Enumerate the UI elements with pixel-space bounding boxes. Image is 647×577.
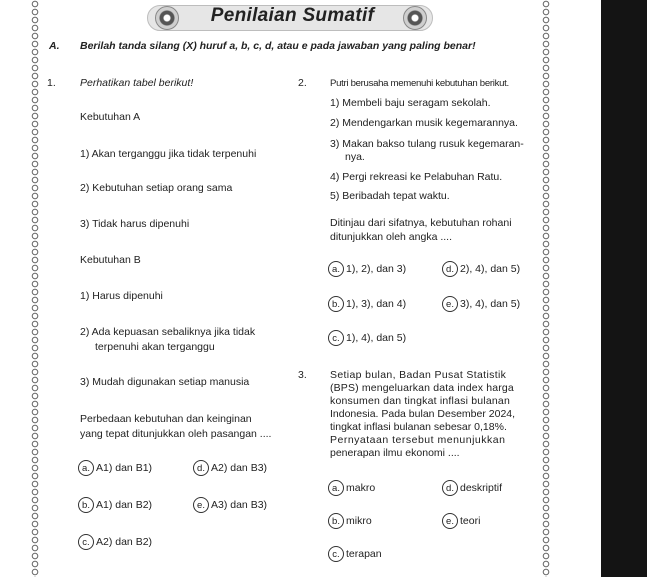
option-text: A3) dan B3) xyxy=(211,499,268,511)
section-letter: A. xyxy=(49,40,60,52)
q2-item: 4) Pergi rekreasi ke Pelabuhan Ratu. xyxy=(330,171,503,183)
q2-item: 2) Mendengarkan musik kegemarannya. xyxy=(330,117,518,129)
binding-spine-right xyxy=(540,0,552,577)
option-letter: c. xyxy=(328,546,344,562)
q1-number: 1. xyxy=(47,77,56,89)
option-letter: b. xyxy=(328,513,344,529)
q1-need-b-item: 2) Ada kepuasan sebaliknya jika tidak xyxy=(80,326,256,338)
q2-item: 1) Membeli baju seragam sekolah. xyxy=(330,97,491,109)
q1-need-a-title: Kebutuhan A xyxy=(80,111,141,123)
q2-question-line: ditunjukkan oleh angka .... xyxy=(330,231,453,243)
option-text: makro xyxy=(346,482,376,494)
binding-spine-left xyxy=(29,0,41,577)
option-text: terapan xyxy=(346,548,382,560)
section-instruction: Berilah tanda silang (X) huruf a, b, c, d, atau e pada jawaban yang paling benar! xyxy=(80,40,476,52)
option-letter: d. xyxy=(442,480,458,496)
option-letter: e. xyxy=(442,296,458,312)
q3-line: penerapan ilmu ekonomi .... xyxy=(330,447,460,459)
q1-need-b-item: 3) Mudah digunakan setiap manusia xyxy=(80,376,250,388)
q3-line: tingkat inflasi bulanan sebesar 0,18%. xyxy=(330,421,507,433)
q2-prompt: Putri berusaha memenuhi kebutuhan berikut. xyxy=(330,78,509,89)
option-text: teori xyxy=(460,515,481,527)
q3-line: Pernyataan tersebut menunjukkan xyxy=(330,434,506,446)
q1-need-a-item: 3) Tidak harus dipenuhi xyxy=(80,218,190,230)
option-text: deskriptif xyxy=(460,482,503,494)
q1-question-line: Perbedaan kebutuhan dan keinginan xyxy=(80,413,252,425)
option-text: 1), 4), dan 5) xyxy=(346,332,407,344)
option-letter: d. xyxy=(193,460,209,476)
q2-item: 3) Makan bakso tulang rusuk kegemaran- xyxy=(330,138,524,150)
option-text: A2) dan B2) xyxy=(96,536,153,548)
option-text: 3), 4), dan 5) xyxy=(460,298,521,310)
option-letter: b. xyxy=(328,296,344,312)
q2-item-cont: nya. xyxy=(345,151,365,163)
option-letter: d. xyxy=(442,261,458,277)
option-text: A1) dan B2) xyxy=(96,499,153,511)
option-letter: c. xyxy=(78,534,94,550)
option-text: 2), 4), dan 5) xyxy=(460,263,521,275)
page-edge-shadow xyxy=(601,0,647,577)
q1-question-line: yang tepat ditunjukkan oleh pasangan .... xyxy=(80,428,272,440)
option-letter: e. xyxy=(442,513,458,529)
q3-number: 3. xyxy=(298,369,307,381)
q3-line: Indonesia. Pada bulan Desember 2024, xyxy=(330,408,516,420)
option-text: A1) dan B1) xyxy=(96,462,153,474)
page-title: Penilaian Sumatif xyxy=(210,5,375,26)
q1-need-b-title: Kebutuhan B xyxy=(80,254,141,266)
q3-line: Setiap bulan, Badan Pusat Statistik xyxy=(330,369,507,381)
q3-line: konsumen dan tingkat inflasi bulanan xyxy=(330,395,510,407)
q1-need-b-item-cont: terpenuhi akan terganggu xyxy=(95,341,215,353)
option-text: mikro xyxy=(346,515,372,527)
gear-decoration-icon xyxy=(155,6,179,30)
option-letter: a. xyxy=(78,460,94,476)
q1-need-b-item: 1) Harus dipenuhi xyxy=(80,290,163,302)
q1-prompt: Perhatikan tabel berikut! xyxy=(80,77,194,89)
option-letter: a. xyxy=(328,261,344,277)
option-letter: a. xyxy=(328,480,344,496)
option-letter: e. xyxy=(193,497,209,513)
q1-need-a-item: 2) Kebutuhan setiap orang sama xyxy=(80,182,233,194)
q3-line: (BPS) mengeluarkan data index harga xyxy=(330,382,514,394)
option-letter: b. xyxy=(78,497,94,513)
gear-decoration-icon xyxy=(403,6,427,30)
q2-item: 5) Beribadah tepat waktu. xyxy=(330,190,450,202)
option-text: 1), 3), dan 4) xyxy=(346,298,407,310)
q1-need-a-item: 1) Akan terganggu jika tidak terpenuhi xyxy=(80,148,257,160)
option-text: 1), 2), dan 3) xyxy=(346,263,407,275)
option-text: A2) dan B3) xyxy=(211,462,268,474)
option-letter: c. xyxy=(328,330,344,346)
q2-number: 2. xyxy=(298,77,307,89)
q2-question-line: Ditinjau dari sifatnya, kebutuhan rohani xyxy=(330,217,512,229)
